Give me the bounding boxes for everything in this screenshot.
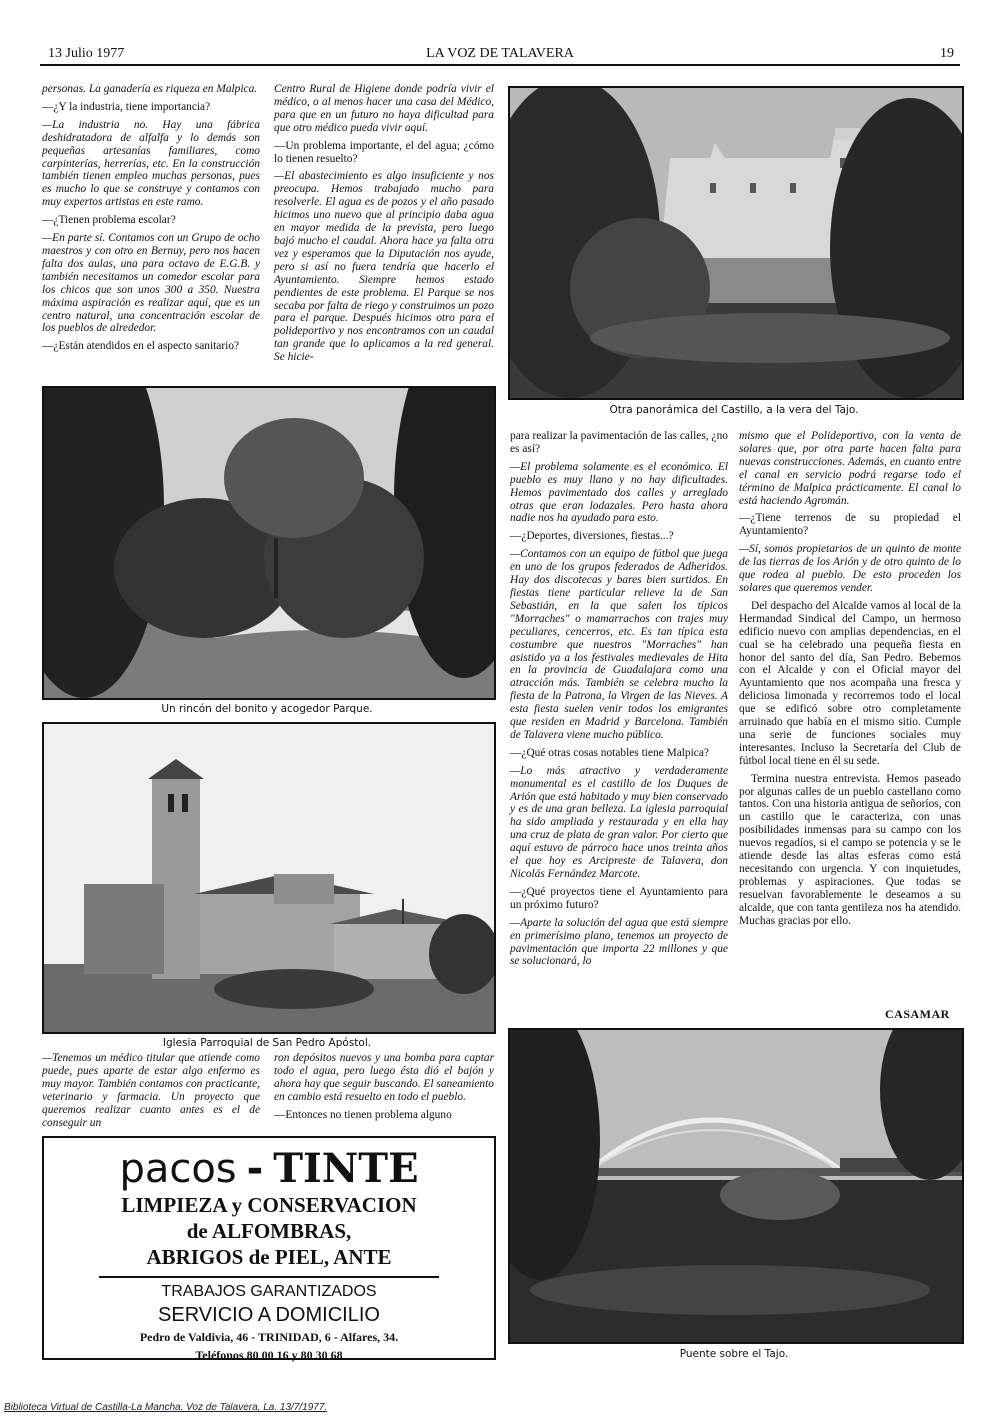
- paragraph: —Entonces no tienen problema alguno: [274, 1108, 452, 1121]
- bridge-illustration: [510, 1030, 962, 1342]
- ad-brand-pacos: pacos: [119, 1146, 237, 1192]
- col2-top-text: [274, 83, 494, 369]
- castle-caption: Otra panorámica del Castillo, a la vera del Tajo.: [609, 404, 859, 416]
- paragraph: —¿Están atendidos en el aspecto sanitario?: [42, 340, 240, 353]
- paragraph: —¿Deportes, diversiones, fiestas...?: [510, 530, 674, 543]
- park-photo: [42, 386, 496, 700]
- bridge-photo: [508, 1028, 964, 1344]
- paragraph: —Lo más atractivo y verdaderamente monumental es el castillo de los Duques de Arión que está habitado y muy bien conservado y es de una gran belleza. La iglesia parroquial ha sido ampliada y restaurada y en ella hay una cruz de plata de gran valor. Por cierto que aquí estuvo de párroco hace unos treinta años el que hoy es Arcipreste de Talavera, don Nicolás Fernández Marcote.: [510, 764, 728, 880]
- paragraph: —¿Qué otras cosas notables tiene Malpica?: [510, 746, 709, 759]
- paragraph: mismo que el Polideportivo, con la venta de solares que, por otra parte hacen falta para nuevas construcciones. Además, en cuanto entre el canal en servicio podrá regarse todo el término de Malpica prácticamente. El canal lo está haciendo Agromán.: [739, 430, 961, 507]
- castle-photo: [508, 86, 964, 400]
- paragraph: —¿Y la industria, tiene importancia?: [42, 100, 211, 113]
- col3-text: [510, 430, 728, 973]
- ad-line-abrigos: ABRIGOS de PIEL, ANTE: [146, 1245, 392, 1269]
- ad-brand: [44, 1146, 494, 1192]
- paragraph: personas. La ganadería es riqueza en Malpica.: [42, 83, 258, 95]
- ad-line-limpieza: LIMPIEZA y CONSERVACION: [121, 1193, 417, 1217]
- paragraph: —Tenemos un médico titular que atiende como puede, pues aparte de estar algo enfermo es muy mayor. También contamos con practicante, veterinario y farmacia. Un proyecto que queremos realizar cuanto antes es el de conseguir un: [42, 1052, 260, 1129]
- issue-date: 13 Julio 1977: [48, 46, 125, 61]
- col2-bottom-text: [274, 1052, 494, 1127]
- paragraph: —¿Tienen problema escolar?: [42, 214, 176, 227]
- ad-brand-dash: -: [246, 1146, 264, 1192]
- paragraph: Del despacho del Alcalde vamos al local de la Hermandad Sindical del Campo, un hermoso edificio nuevo con amplias dependencias, en el cual se ha celebrado una pequeña fiesta en honor del santo del día, San Pedro. Bebemos con el Alcalde y con el Oficial mayor del Ayuntamiento que nos acompaña una fresca y deliciosa limonada y recorremos todo el local que se edificó sobre otro completamente arruinado que había en el mismo sitio. Cumple una serie de funciones sociales muy interesantes. Incluso la Secretaría del Club de fútbol local tiene en él su sede.: [739, 599, 961, 767]
- col4-text: [739, 430, 961, 933]
- pacos-tinte-advertisement: [42, 1136, 496, 1360]
- paragraph: para realizar la pavimentación de las calles, ¿no es así?: [510, 430, 728, 455]
- paragraph: —Un problema importante, el del agua; ¿cómo lo tienen resuelto?: [274, 139, 494, 165]
- ad-guarantee: TRABAJOS GARANTIZADOS: [161, 1283, 377, 1300]
- castle-illustration: [510, 88, 962, 398]
- ad-divider: [99, 1276, 439, 1278]
- ad-address: Pedro de Valdivia, 46 - TRINIDAD, 6 - Alfares, 34.: [139, 1330, 399, 1344]
- paragraph: —¿Tiene terrenos de su propiedad el Ayuntamiento?: [739, 512, 961, 538]
- author-signature: CASAMAR: [885, 1007, 950, 1021]
- page-number: 19: [940, 46, 954, 61]
- header-rule: [40, 64, 960, 66]
- ad-line-alfombras: de ALFOMBRAS,: [186, 1219, 352, 1243]
- paragraph: Termina nuestra entrevista. Hemos paseado por algunas calles de un pueblo castellano como tantos. Con una historia antigua de señoríos, con un castillo que le caracteriza, con unas posibilidades inmensas para su campo con los nuevos regadíos, si el campo se potencia y se le atiende desde las altas esferas como está necesitando con urgencia. Y con inquietudes, problemas y aspiraciones. Que todas se resuelvan favorablemente le deseamos a su alcalde, que con tanta gentileza nos ha atendido. Muchas gracias por ello.: [739, 772, 961, 927]
- paragraph: Centro Rural de Higiene donde podría vivir el médico, o al menos hacer una casa del Médico, para que en un futuro no haya dificultad para que otro médico pueda vivir aquí.: [274, 83, 494, 134]
- paragraph: —El abastecimiento es algo insuficiente y nos preocupa. Hemos trabajado mucho para resolverle. El agua es de pozos y el año pasado hicimos uno nuevo que al principio daba agua en mayor medida de la prevista, pero luego bajó mucho el caudal. Ahora hace ya falta otra vez y esperamos que la Diputación nos ayude, pero si así no fuera tendría que hacerlo el Ayuntamiento. Siempre hemos estado pendientes de este problema. El Parque se nos secaba por falta de riego y construimos un pozo para el parque. Después hicimos otro para el polideportivo y nos encontramos con un caudal tan grande que lo aplicamos a la red general. Se hicie-: [274, 170, 494, 364]
- bridge-caption: Puente sobre el Tajo.: [679, 1348, 789, 1360]
- paragraph: —¿Qué proyectos tiene el Ayuntamiento para un próximo futuro?: [510, 885, 728, 911]
- church-caption: Iglesia Parroquial de San Pedro Apóstol.: [162, 1037, 372, 1049]
- park-illustration: [44, 388, 494, 698]
- paragraph: —Aparte la solución del agua que está siempre en primerísimo plano, tenemos un proyecto de pavimentación que importa 22 millones y que se solucionará, lo: [510, 916, 728, 968]
- library-credit: Biblioteca Virtual de Castilla-La Mancha. Voz de Talavera, La. 13/7/1977.: [4, 1402, 328, 1413]
- col1-bottom-text: [42, 1052, 260, 1134]
- paragraph: —La industria no. Hay una fábrica deshidratadora de alfalfa y lo demás son pequeñas artesanías familiares, como carpinterías, herrerías, etc. En la construcción también tienen empleo muchas personas, pues es mucho lo que se construye y contamos con muy expertos artistas en este ramo.: [42, 118, 260, 209]
- newspaper-title: LA VOZ DE TALAVERA: [426, 46, 574, 61]
- ad-brand-tinte: TINTE: [273, 1145, 419, 1192]
- church-illustration: [44, 724, 494, 1032]
- col1-top-text: [42, 83, 260, 358]
- paragraph: —Contamos con un equipo de fútbol que juega en uno de los grupos federados de Adheridos. Hay dos discotecas y bares bien surtidos. En fiestas tiene particular relieve la de San Sebastián, en la que salen los típicos "Morraches" o mamarrachos con trajes muy peculiares, cencerros, etc. Es tan típica esta costumbre que nuestros "Morraches" han asistido ya a los festivales medievales de Hita en la provincia de Guadalajara como una atracción más. También se celebra mucho la fiesta de la Patrona, la Virgen de las Nieves. A esta fiesta suelen venir todos los emigrantes que residen en Madrid y Barcelona. También de Talavera viene mucho público.: [510, 548, 728, 741]
- ad-service: SERVICIO A DOMICILIO: [158, 1304, 380, 1326]
- ad-phones: Teléfonos 80 00 16 y 80 30 68: [195, 1348, 343, 1362]
- paragraph: ron depósitos nuevos y una bomba para captar todo el agua, pero luego ésta dió el bajón y ahora hay que seguir buscando. El saneamiento en cambio está resuelto en todo el pueblo.: [274, 1052, 494, 1103]
- church-photo: [42, 722, 496, 1034]
- paragraph: —El problema solamente es el económico. El pueblo es muy llano y no hay dificultades. Hemos pavimentado dos calles y arreglado otras que eran lodazales. Pero hasta ahora nadie nos ha ayudado para esto.: [510, 460, 728, 525]
- park-caption: Un rincón del bonito y acogedor Parque.: [161, 703, 373, 715]
- paragraph: —Sí, somos propietarios de un quinto de monte de las tierras de los Arión y de otro quinto de lo que rodea al pueblo. De esto proceden los solares que queremos vender.: [739, 543, 961, 594]
- paragraph: —En parte sí. Contamos con un Grupo de ocho maestros y con otro en Bernuy, pero nos hacen falta dos aulas, una para octavo de E.G.B. y también necesitamos un comedor escolar para los chicos que son unos 300 a 350. Nuestra máxima aspiración es realizar aquí, que es un centro natural, una concentración escolar de los pueblos de alrededor.: [42, 232, 260, 335]
